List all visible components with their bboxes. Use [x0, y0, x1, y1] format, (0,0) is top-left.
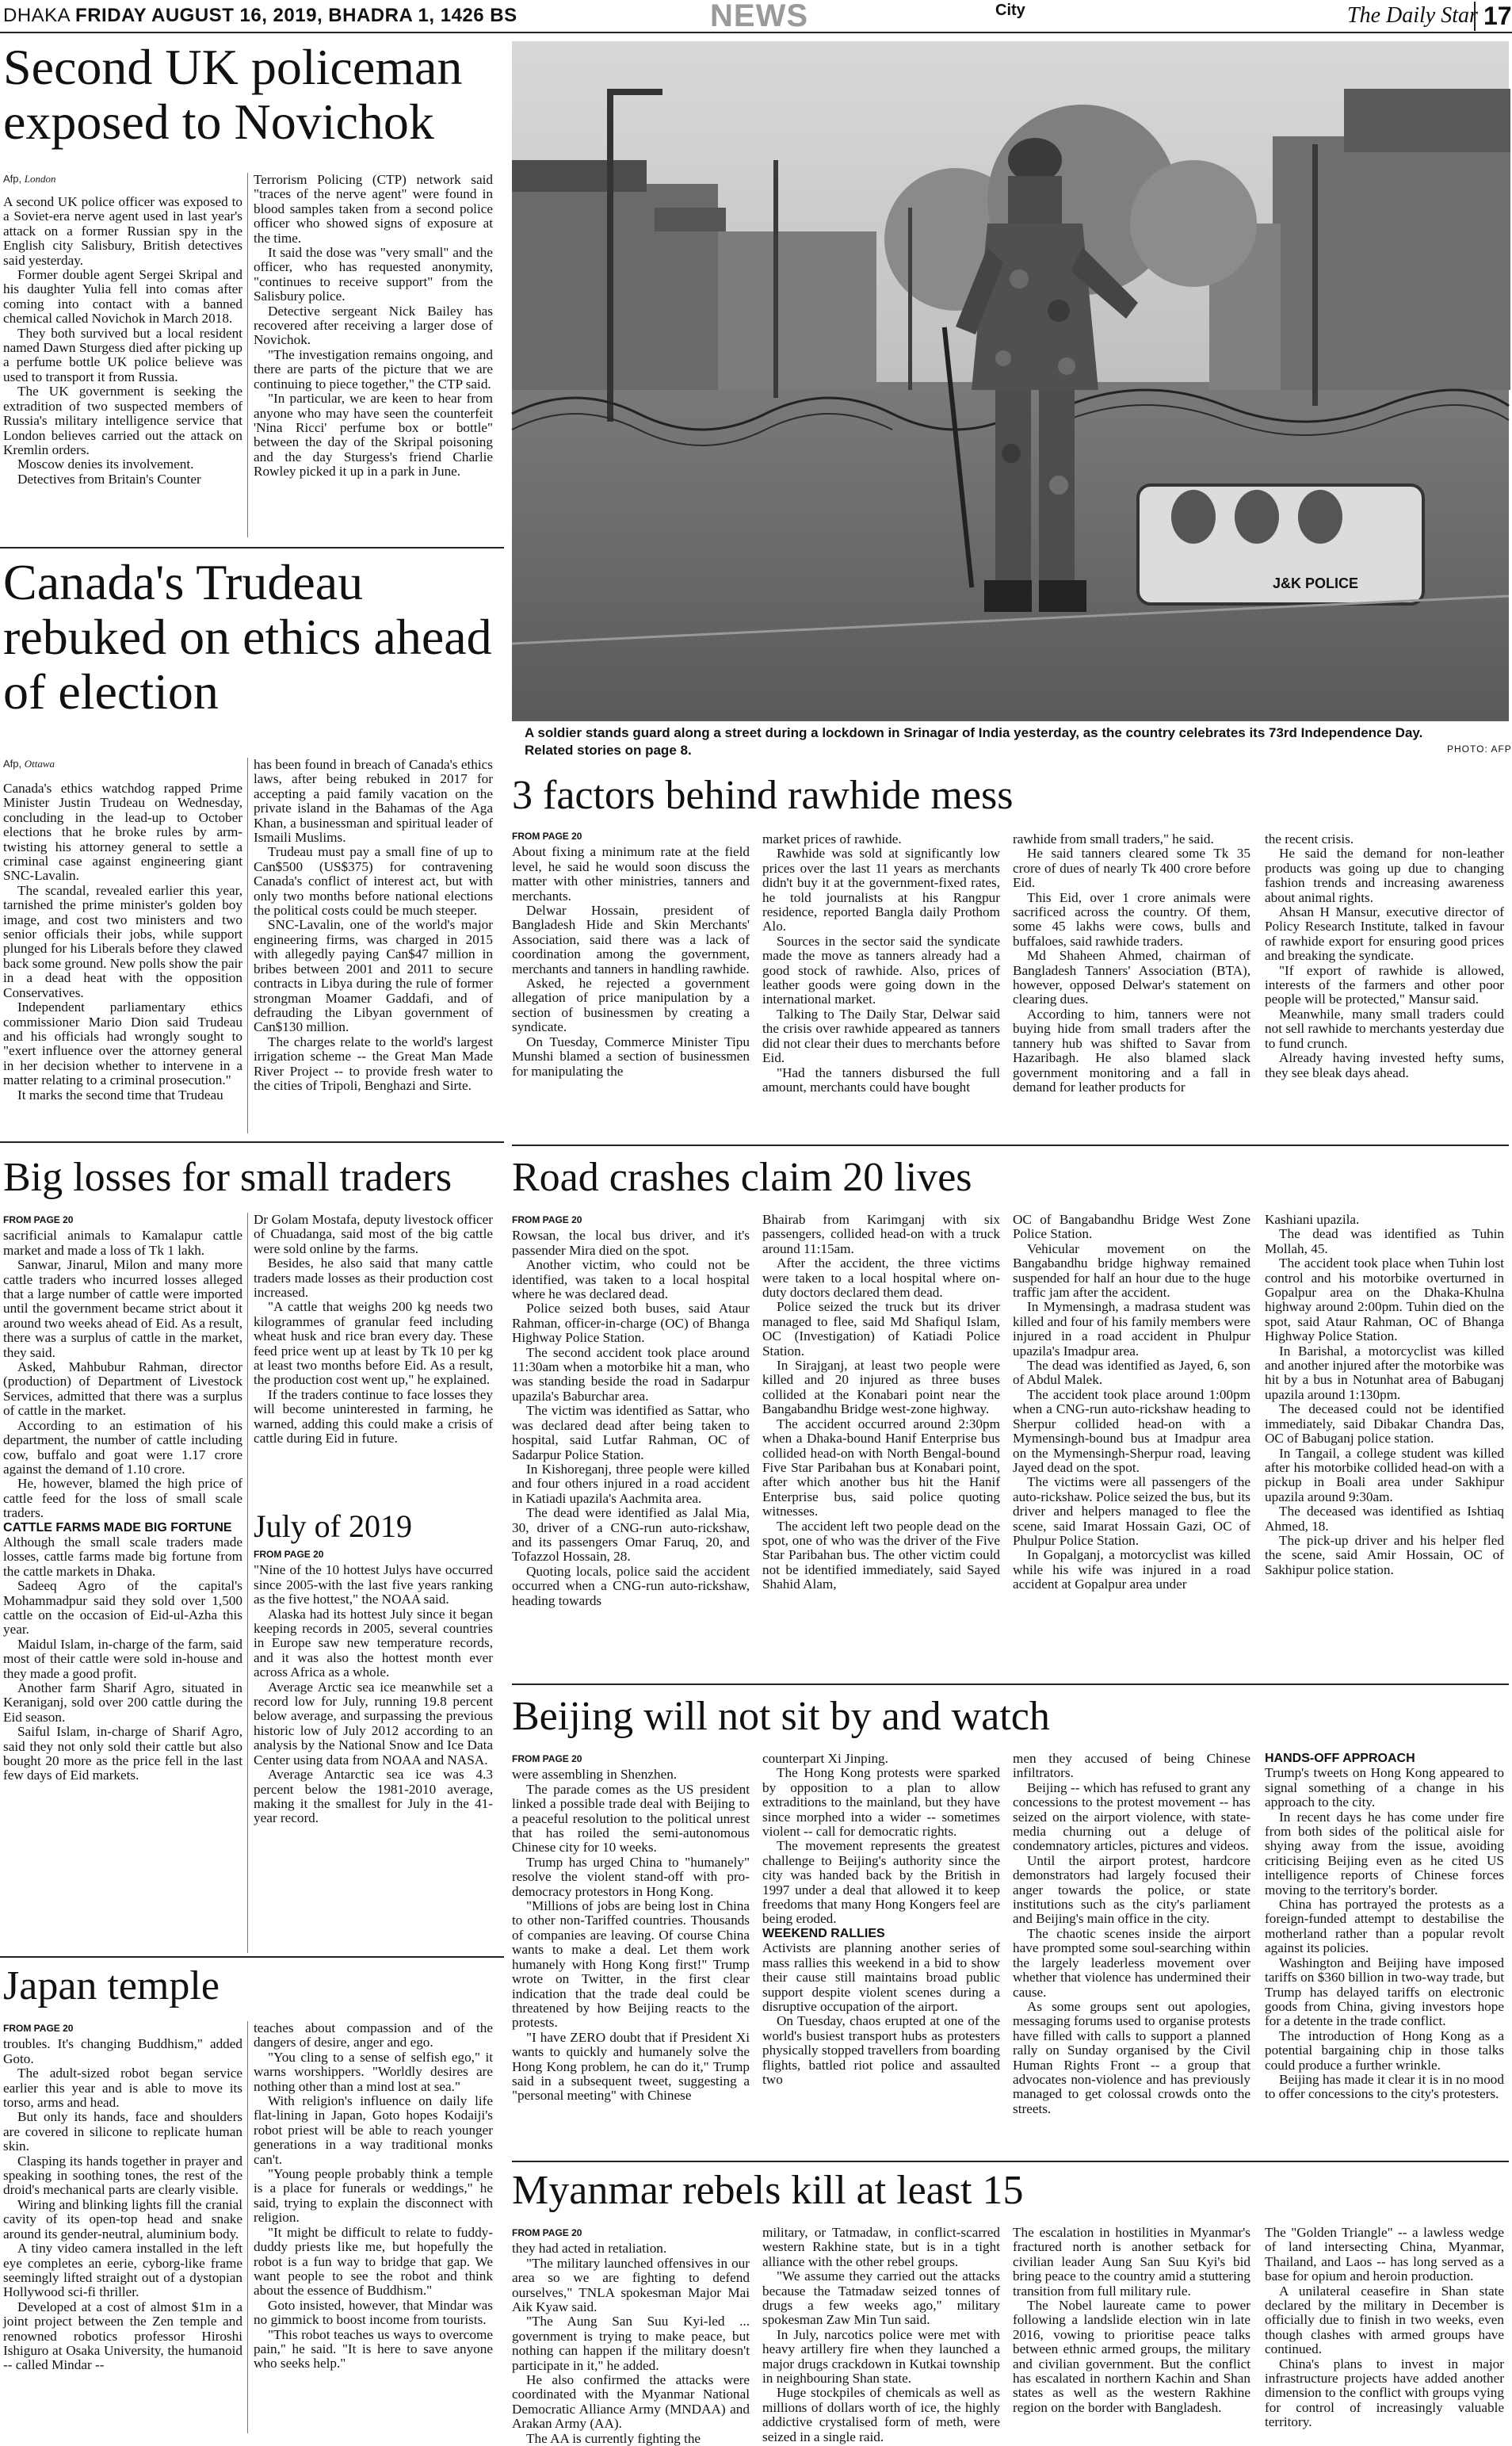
uk-headline: Second UK policeman exposed to Novichok: [3, 39, 463, 151]
roads-column-1: FROM PAGE 20 Rowsan, the local bus driver, and it's passender Mira died on the spot. Another victim, who could not be identified, was taken to a local hospital where he was declared dead. Police seized both buses, said Ataur Rahman, officer-in-charge (OC) of Bhanga Highway Police Station. The second accident took place around 11:30am when a motorbike hit a man, who was standing beside the road in Sadarpur upazila's Baburchar area. The victim was identified as Sattar, who was declared dead after being taken to hospital, said Lutfar Rahman, OC of Sadarpur Police Station. In Kishoreganj, three people were killed and four others injured in a road accident in Katiadi upazila's Aachmita area. The dead were identified as Jalal Mia, 30, driver of a CNG-run auto-rickshaw, and its passengers Omar Faruq, 20, and Tofazzol Hossain, 28. Quoting locals, police said the accident occurred when a CNG-run auto-rickshaw, heading towards: [512, 1214, 750, 1608]
weekend-rallies-subhead: WEEKEND RALLIES: [762, 1926, 885, 1940]
from-page-label: FROM PAGE 20: [3, 1214, 74, 1225]
column-rule: [247, 758, 248, 1133]
rawhide-headline: 3 factors behind rawhide mess: [512, 773, 1014, 818]
section-divider: [512, 1684, 1509, 1685]
roads-column-2: Bhairab from Karimganj with six passengers, collided head-on with a truck around 11:15am. After the accident, the three victims were taken to a local hospital where on-duty doctors declared them dead. Police seized the truck but its driver managed to flee, said Md Shafiqul Islam, OC (Investigation) of Katiadi Police Station. In Sirajganj, at least two people were killed and 20 injured as three buses collided at the Konabari point near the Bangabandhu Bridge west-zone highway. The accident occurred around 2:30pm when a Dhaka-bound Hanif Enterprise bus collided head-on with North Bengal-bound Five Star Paribahan bus at Konabari point, after which another bus hit the Hanif Enterprise bus, said police quoting witnesses. The accident left two people dead on the spot, one of who was the driver of the Five Star Paribahan bus. The other victim could not be identified immediately, said Sayed Shahid Alam,: [762, 1212, 1000, 1592]
from-page-label: FROM PAGE 20: [512, 2227, 582, 2238]
traders-column-1: FROM PAGE 20 sacrificial animals to Kamalapur cattle market and made a loss of Tk 1 lakh. Sanwar, Jinarul, Milon and many more cattle traders who incurred losses alleged that a large number of cattle were imported until the government became strict about it around two weeks ahead of Eid. As a result, there was a surplus of cattle in the market, they said. Asked, Mahbubur Rahman, director (production) of Department of Livestock Services, admitted that there was a surplus of cattle in the market. According to an estimation of his department, the number of cattle including cow, buffalo and goat were 1.17 crore against the demand of 1.10 crore. He, however, blamed the high price of cattle feed for the loss of small scale traders. CATTLE FARMS MADE BIG FORTUNE Although the small scale traders made losses, cattle farms made big fortune from the cattle markets in Dhaka. Sadeeq Agro of the capital's Mohammadpur said they sold over 1,500 cattle on the occasion of Eid-ul-Azha this year. Maidul Islam, in-charge of the farm, said most of their cattle were sold in-house and they made a good profit. Another farm Sharif Agro, situated in Keraniganj, sold over 200 cattle during the Eid season. Saiful Islam, in-charge of Sharif Agro, said they not only sold their cattle but also bought 20 more as the price fell in the last few days of Eid markets.: [3, 1214, 242, 1783]
from-page-label: FROM PAGE 20: [512, 1214, 582, 1225]
photo-credit: PHOTO: AFP: [1447, 743, 1512, 755]
roads-column-3: OC of Bangabandhu Bridge West Zone Police Station. Vehicular movement on the Bangabandhu bridge highway remained suspended for half an hour due to the huge traffic jam after the accident. In Mymensingh, a madrasa student was killed and four of his family members were injured in a road accident in Phulpur upazila's Imadpur area. The dead was identified as Jayed, 6, son of Abdul Malek. The accident took place around 1:00pm when a CNG-run auto-rickshaw heading to Sherpur collided head-on with a Mymensingh-bound bus at Imadpur area on the Mymensingh-Sherpur road, leaving Jayed dead on the spot. The victims were all passengers of the auto-rickshaw. Police seized the bus, but its driver and helpers managed to flee the scene, said Imarat Hossain Gazi, OC of Phulpur Police Station. In Gopalganj, a motorcyclist was killed while his wife was injured in a road accident at Gopalpur area under: [1013, 1212, 1250, 1592]
column-rule: [247, 2021, 248, 2433]
from-page-label: FROM PAGE 20: [512, 1753, 582, 1764]
myanmar-headline: Myanmar rebels kill at least 15: [512, 2168, 1024, 2213]
rawhide-column-3: rawhide from small traders," he said. He said tanners cleared some Tk 35 crore of dues of nearly Tk 400 crore before Eid. This Eid, over 1 crore animals were sacrificed across the country. Of them, some 45 lakhs were cows, bulls and buffaloes, said rawhide traders. Md Shaheen Ahmed, chairman of Bangladesh Tanners' Association (BTA), however, opposed Delwar's statement on clearing dues. According to him, tanners were not buying hide from small traders after the tannery hub was shifted to Savar from Hazaribagh. He also blamed slack government monitoring and a fall in demand for leather products for: [1013, 831, 1250, 1095]
rawhide-column-1: FROM PAGE 20 About fixing a minimum rate at the field level, he said he would soon discuss the matter with other ministries, tanners and merchants. Delwar Hossain, president of Bangladesh Hide and Skin Merchants' Association, said there was a lack of coordination among the government, merchants and tanners in handling rawhide. Asked, he rejected a government allegation of price manipulation by a section of businessmen by creating a syndicate. On Tuesday, Commerce Minister Tipu Munshi blamed a section of businessmen for manipulating the: [512, 831, 750, 1079]
uk-byline: Afp, London: [3, 173, 56, 185]
barrier-text: J&K POLICE: [1273, 575, 1359, 591]
masthead: [0, 0, 1512, 33]
beijing-column-4: HANDS-OFF APPROACH Trump's tweets on Hong Kong appeared to signal something of a change in his approach to the city. In recent days he has come under fire from both sides of the political aisle for shying away from the issue, avoiding criticising Beijing even as he cited US intelligence reports of Chinese forces moving to the territory's border. China has portrayed the protests as a foreign-funded attempt to destabilise the motherland rather than a popular revolt against its policies. Washington and Beijing have imposed tariffs on $360 billion in two-way trade, but Trump has delayed tariffs on electronic goods from China, giving investors hope for a detente in the trade conflict. The introduction of Hong Kong as a potential bargaining chip in those talks could produce a further wrinkle. Beijing has made it clear it is in no mood to offer concessions to the city's protesters.: [1265, 1752, 1504, 2102]
canada-byline: Afp, Ottawa: [3, 758, 55, 770]
column-rule: [247, 1213, 248, 1953]
section-title: NEWS: [710, 0, 808, 33]
masthead-location: DHAKA: [3, 5, 70, 26]
section-divider: [512, 2161, 1509, 2162]
canada-column-2: has been found in breach of Canada's ethics laws, after being rebuked in 2017 for accepting a paid family vacation on the private island in the Bahamas of the Aga Khan, a businessman and spiritual leader of Ismaili Muslims. Trudeau must pay a small fine of up to Can$500 (US$375) for contravening Canada's conflict of interest act, but with only two months before national elections the political costs could be much steeper. SNC-Lavalin, one of the world's major engineering firms, was charged in 2015 with allegedly paying Can$47 million in bribes between 2001 and 2011 to secure contracts in Libya during the rule of former strongman Moamer Gaddafi, and of defrauding the Libyan government of Can$130 million. The charges relate to the world's largest irrigation scheme -- the Great Man Made River Project -- to provide fresh water to the cities of Tripoli, Benghazi and Sirte.: [254, 757, 493, 1093]
japan-column-2: teaches about compassion and of the dangers of desire, anger and ego. "You cling to a sense of selfish ego," it warns worshippers. "Worldly desires are nothing other than a mind lost at sea." With religion's influence on daily life flat-lining in Japan, Goto hopes Kodaiji's robot priest will be able to reach younger generations in a way traditional monks can't. "Young people probably think a temple is a place for funerals or weddings," he said, trying to explain the disconnect with religion. "It might be difficult to relate to fuddy-duddy priests like me, but hopefully the robot is a fun way to bridge that gap. We want people to see the robot and think about the essence of Buddhism." Goto insisted, however, that Mindar was no gimmick to boost income from tourists. "This robot teaches us ways to overcome pain," he said. "It is here to save anyone who seeks help.": [254, 2020, 493, 2371]
roads-column-4: Kashiani upazila. The dead was identified as Tuhin Mollah, 45. The accident took place when Tuhin lost control and his motorbike overturned in Gopalpur area on the Dhaka-Khulna highway around 2:00pm. Tuhin died on the spot, said Ataur Rahman, OC of Bhanga Highway Police Station. In Barishal, a motorcyclist was killed and another injured after the motorbike was hit by a bus in Notunhat area of Babuganj upazila around 1:130pm. The deceased could not be identified immediately, said Dibakar Chandra Das, OC of Babuganj police station. In Tangail, a college student was killed after his motorbike collided head-on with a pickup in Boali area under Sakhipur upazila around 9:30am. The deceased was identified as Ishtiaq Ahmed, 18. The pick-up driver and his helper fled the scene, said Amir Hossain, OC of Sakhipur police station.: [1265, 1212, 1504, 1577]
beijing-headline: Beijing will not sit by and watch: [512, 1694, 1050, 1739]
hands-off-subhead: HANDS-OFF APPROACH: [1265, 1752, 1415, 1765]
uk-column-1: A second UK police officer was exposed to a Soviet-era nerve agent used in last year's attack on a former Russian spy in the English city Salisbury, British detectives said yesterday. Former double agent Sergei Skripal and his daughter Yulia fell into comas after coming into contact with a banned chemical called Novichok in March 2018. They both survived but a local resident named Dawn Sturgess died after picking up a perfume bottle UK police believe was used to transport it from Russia. The UK government is seeking the extradition of two suspected members of Russia's military intelligence service that London believes carried out the attack on Kremlin orders. Moscow denies its involvement. Detectives from Britain's Counter: [3, 194, 242, 487]
rawhide-column-4: the recent crisis. He said the demand for non-leather products was going up due to changing fashion trends and increasing awareness about animal rights. Ahsan H Mansur, executive director of Policy Research Institute, talked in favour of rawhide export for ensuring good prices and breaking the syndicate. "If export of rawhide is allowed, interests of the farmers and other poor people will be protected," Mansur said. Meanwhile, many small traders could not sell rawhide to merchants yesterday due to fund crunch. Already having invested hefty sums, they see bleak days ahead.: [1265, 831, 1504, 1080]
myanmar-column-3: The escalation in hostilities in Myanmar's fractured north is another setback for civilian leader Aung San Suu Kyi's bid bring peace to the country amid a stuttering transition from full military rule. The Nobel laureate came to power following a landslide election win in late 2016, vowing to prioritise peace talks between ethnic armed groups, the military and civilian government. But the conflict has escalated in northern Kachin and Shan states as well as the western Rakhine region on the border with Bangladesh.: [1013, 2225, 1250, 2415]
traders-column-2: Dr Golam Mostafa, deputy livestock officer of Chuadanga, said most of the big cattle were sold online by the farms. Besides, he also said that many cattle traders made losses as their production cost increased. "A cattle that weighs 200 kg needs two kilogrammes of granular feed including wheat husk and rice bran every day. These feed price went up at least by Tk 10 per kg at least two months before Eid. As a result, the production cost went up," he explained. If the traders continue to face losses they will become uninterested in farming, he warned, adding this could make a crisis of cattle during Eid in future.: [254, 1212, 493, 1447]
soldier-street-photo: [512, 41, 1509, 721]
beijing-column-3: men they accused of being Chinese infiltrators. Beijing -- which has refused to grant any concessions to the protest movement -- has seized on the airport violence, with state-media churning out a deluge of condemnatory articles, pictures and videos. Until the airport protest, hardcore demonstrators had largely focused their anger towards the police, or state institutions such as the city's parliament and Beijing's main office in the city. The chaotic scenes inside the airport have prompted some soul-searching within the largely leaderless movement over whether that violence has undermined their cause. As some groups sent out apologies, messaging forums used to organise protests have filled with calls to support a planned rally on Sunday organised by the Civil Human Rights Front -- a group that advocates non-violence and has previously managed to get colossal crowds onto the streets.: [1013, 1751, 1250, 2116]
from-page-label: FROM PAGE 20: [254, 1549, 324, 1560]
section-divider: [0, 1141, 504, 1143]
beijing-column-2: counterpart Xi Jinping. The Hong Kong protests were sparked by opposition to a plan to allow extraditions to the mainland, but they have since morphed into a wider -- sometimes violent -- call for democratic rights. The movement represents the greatest challenge to Beijing's authority since the city was handed back by the British in 1997 under a deal that allowed it to keep freedoms that many Hong Kongers feel are being eroded. WEEKEND RALLIES Activists are planning another series of mass rallies this weekend in a bid to show their cause still maintains broad public support despite violent scenes during a disruptive occupation of the airport. On Tuesday, chaos erupted at one of the world's busiest transport hubs as protesters physically stopped travellers from boarding flights, battled riot police and assaulted two: [762, 1751, 1000, 2087]
masthead-date: FRIDAY AUGUST 16, 2019, BHADRA 1, 1426 BS: [75, 5, 517, 26]
section-divider: [0, 1956, 504, 1958]
section-divider: [0, 547, 504, 548]
from-page-label: FROM PAGE 20: [512, 831, 582, 842]
july-headline: July of 2019: [254, 1508, 412, 1544]
section-divider: [512, 1145, 1509, 1146]
news-photo: [512, 41, 1509, 721]
photo-caption: A soldier stands guard along a street during a lockdown in Srinagar of India yesterday, as the country celebrates its 73rd Independence Day. Related stories on page 8.: [525, 725, 1423, 758]
japan-column-1: FROM PAGE 20 troubles. It's changing Buddhism," added Goto. The adult-sized robot began service earlier this year and is able to move its torso, arms and head. But only its hands, face and shoulders are covered in silicone to replicate human skin. Clasping its hands together in prayer and speaking in soothing tones, the rest of the droid's mechanical parts are clearly visible. Wiring and blinking lights fill the cranial cavity of its open-top head and snake around its gender-neutral, aluminium body. A tiny video camera installed in the left eye completes an eerie, cyborg-like frame seemingly lifted straight out of a dystopian Hollywood sci-fi thriller. Developed at a cost of almost $1m in a joint project between the Zen temple and renowned robotics professor Hiroshi Ishiguro at Osaka University, the humanoid -- called Mindar --: [3, 2023, 242, 2373]
canada-headline: Canada's Trudeau rebuked on ethics ahead of election: [3, 554, 492, 720]
roads-headline: Road crashes claim 20 lives: [512, 1155, 972, 1200]
july-column: FROM PAGE 20 "Nine of the 10 hottest Julys have occurred since 2005-with the last five years ranking as the five hottest," the NOAA said. Alaska had its hottest July since it began keeping records in 2005, several countries in Europe saw new temperature records, and it was also the hottest month ever across Africa as a whole. Average Arctic sea ice meanwhile set a record low for July, running 19.8 percent below average, and surpassing the previous historic low of July 2012 according to an analysis by the National Snow and Ice Data Center using data from NOAA and NASA. Average Antarctic sea ice was 4.3 percent below the 1981-2010 average, making it the smallest for July in the 41-year record.: [254, 1549, 493, 1826]
myanmar-column-1: FROM PAGE 20 they had acted in retaliation. "The military launched offensives in our area so we are fighting to defend ourselves," TNLA spokesman Major Mai Aik Kyaw said. "The Aung San Suu Kyi-led ... government is trying to make peace, but nothing can happen if the military doesn't participate in it," he added. He also confirmed the attacks were coordinated with the Myanmar National Democratic Alliance Army (MNDAA) and Arakan Army (AA). The AA is currently fighting the: [512, 2227, 750, 2446]
japan-headline: Japan temple: [3, 1963, 220, 2008]
dateline: [3, 5, 517, 27]
traders-headline: Big losses for small traders: [3, 1155, 452, 1200]
myanmar-column-4: The "Golden Triangle" -- a lawless wedge of land intersecting China, Myanmar, Thailand, and Laos -- has long served as a base for opium and heroin production. A unilateral ceasefire in Shan state declared by the military in December is officially due to finish in two weeks, even though clashes with armed groups have continued. China's plans to invest in major infrastructure projects have added another dimension to the conflict with groups vying for control of increasingly valuable territory.: [1265, 2225, 1504, 2430]
beijing-column-1: FROM PAGE 20 were assembling in Shenzhen. The parade comes as the US president linked a possible trade deal with Beijing to a peaceful resolution to the political unrest that has roiled the semi-autonomous Chinese city for 10 weeks. Trump has urged China to "humanely" resolve the violent stand-off with pro-democracy protestors in Hong Kong. "Millions of jobs are being lost in China to other non-Tariffed countries. Thousands of companies are leaving. Of course China wants to make a deal. Let them work humanely with Hong Kong first!" Trump wrote on Twitter, in the first clear indication that the trade deal could be threatened by how Beijing reacts to the protests. "I have ZERO doubt that if President Xi wants to quickly and humanely solve the Hong Kong problem, he can do it," Trump said in a subsequent tweet, suggesting a "personal meeting" with Chinese: [512, 1753, 750, 2104]
page-number: 17: [1474, 2, 1512, 31]
myanmar-column-2: military, or Tatmadaw, in conflict-scarred western Rakhine state, but is in a tight alliance with the other rebel groups. "We assume they carried out the attacks because the Tatmadaw seized tonnes of drugs a few weeks ago," military spokesman Zaw Min Tun said. In July, narcotics police were met with heavy artillery fire when they launched a major drugs crackdown in Kutkai township in neighbouring Shan state. Huge stockpiles of chemicals as well as millions of dollars worth of ice, the highly addictive crystalised form of meth, were seized in a single raid.: [762, 2225, 1000, 2444]
from-page-label: FROM PAGE 20: [3, 2023, 74, 2034]
traders-subhead: CATTLE FARMS MADE BIG FORTUNE: [3, 1520, 232, 1534]
uk-column-2: Terrorism Policing (CTP) network said "traces of the nerve agent" were found in blood samples taken from a second police officer who showed signs of exposure at the time. It said the dose was "very small" and the officer, who has requested anonymity, "continues to receive support" from the Salisbury police. Detective sergeant Nick Bailey has recovered after receiving a larger dose of Novichok. "The investigation remains ongoing, and there are parts of the picture that we are continuing to piece together," the CTP said. "In particular, we are keen to hear from anyone who may have seen the counterfeit 'Nina Ricci' perfume box or bottle" between the day of the Skripal poisoning and the day Sturgess's friend Charlie Rowley picked it up in a park in June.: [254, 172, 493, 480]
rawhide-column-2: market prices of rawhide. Rawhide was sold at significantly low prices over the last 11 years as merchants didn't buy it at the government-fixed rates, he told journalists at his Rangpur residence, reported Bangla daily Prothom Alo. Sources in the sector said the syndicate made the move as tanners already had a good stock of rawhide. Also, prices of leather goods were going down in the international market. Talking to The Daily Star, Delwar said the crisis over rawhide appeared as tanners did not clear their dues to merchants before Eid. "Had the tanners disbursed the full amount, merchants could have bought: [762, 831, 1000, 1095]
paper-name: The Daily Star: [1347, 3, 1478, 28]
column-rule: [247, 173, 248, 537]
desk-label: City: [995, 2, 1025, 19]
canada-column-1: Canada's ethics watchdog rapped Prime Minister Justin Trudeau on Wednesday, concluding in the lead-up to October elections that he broke rules by arm-twisting his attorney general to settle a criminal case against engineering giant SNC-Lavalin. The scandal, revealed earlier this year, tarnished the prime minister's golden boy image, and cost two ministers and two senior officials their jobs, while support plunged for his Liberals before they clawed back some ground. New polls show the pair in a dead heat with the opposition Conservatives. Independent parliamentary ethics commissioner Mario Dion said Trudeau and his officials had wrongly sought to "exert influence over the attorney general in her decision whether to intervene in a matter relating to a criminal prosecution." It marks the second time that Trudeau: [3, 781, 242, 1103]
